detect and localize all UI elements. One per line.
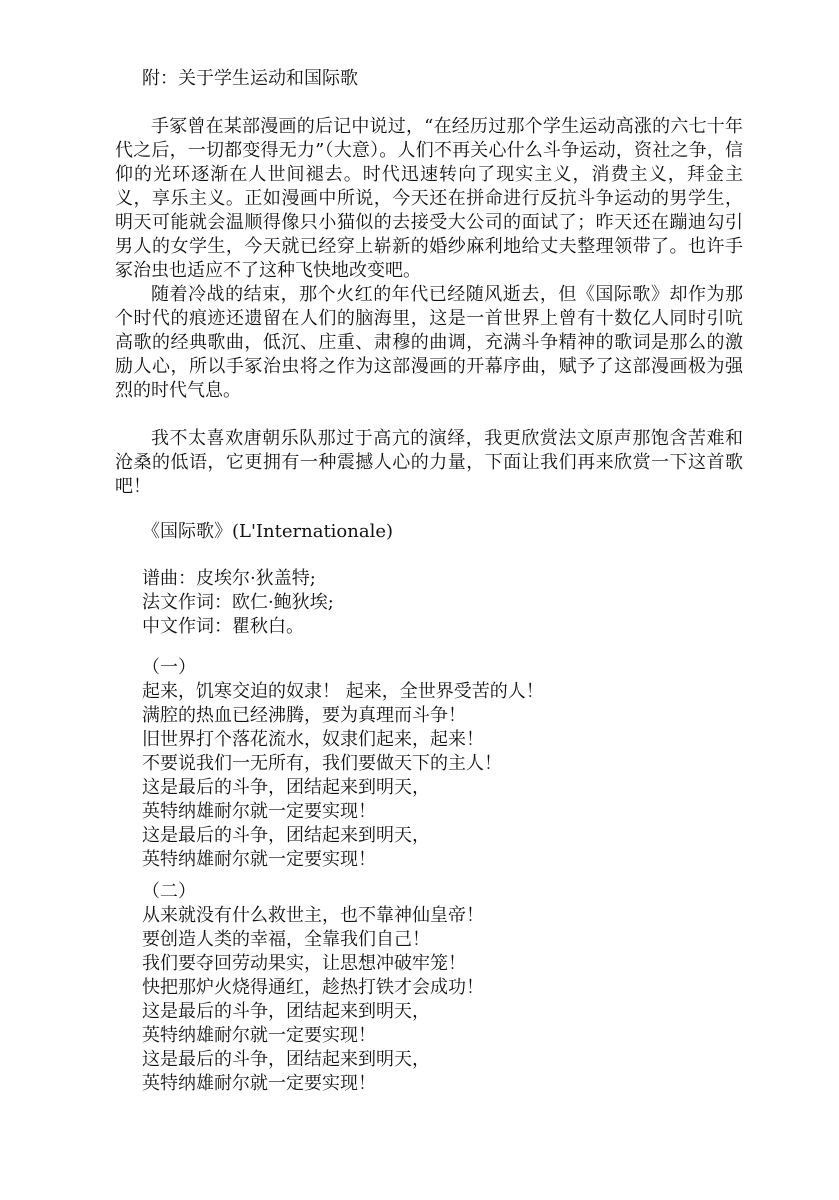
lyric-line: 这是最后的斗争，团结起来到明天， xyxy=(142,1049,430,1070)
lyric-line: 英特纳雄耐尔就一定要实现！ xyxy=(142,1025,376,1046)
verse-label: （二） xyxy=(142,881,196,902)
section-heading: 附：关于学生运动和国际歌 xyxy=(142,68,358,89)
lyric-line: 起来，饥寒交迫的奴隶！ 起来，全世界受苦的人！ xyxy=(142,681,544,702)
song-credits xyxy=(142,567,334,639)
lyric-line: 要创造人类的幸福，全靠我们自己！ xyxy=(142,929,430,950)
credit-chinese-lyricist: 中文作词：瞿秋白。 xyxy=(142,616,304,637)
paragraph-3: 我不太喜欢唐朝乐队那过于高亢的演绎，我更欣赏法文原声那饱含苦难和沧桑的低语，它更拥有一种震撼人心的力量，下面让我们再来欣赏一下这首歌吧！ xyxy=(115,428,743,497)
lyric-line: 英特纳雄耐尔就一定要实现！ xyxy=(142,801,376,822)
lyric-line: 这是最后的斗争，团结起来到明天， xyxy=(142,825,430,846)
verse-1 xyxy=(142,656,544,872)
lyric-line: 旧世界打个落花流水，奴隶们起来，起来！ xyxy=(142,729,484,750)
lyric-line: 这是最后的斗争，团结起来到明天， xyxy=(142,1001,430,1022)
song-title: 《国际歌》(L'Internationale) xyxy=(142,521,394,542)
verse-2 xyxy=(142,880,484,1096)
lyric-line: 满腔的热血已经沸腾，要为真理而斗争！ xyxy=(142,705,466,726)
paragraph-1: 手冢曾在某部漫画的后记中说过，“在经历过那个学生运动高涨的六七十年代之后，一切都变得无力”（大意）。人们不再关心什么斗争运动，资社之争，信仰的光环逐渐在人世间褪去。时代迅速转向了现实主义，消费主义，拜金主义，享乐主义。正如漫画中所说，今天还在拼命进行反抗斗争运动的男学生，明天可能就会温顺得像只小猫似的去接受大公司的面试了；昨天还在蹦迪勾引男人的女学生，今天就已经穿上崭新的婚纱麻利地给丈夫整理领带了。也许手冢治虫也适应不了这种飞快地改变吧。 xyxy=(115,116,743,281)
lyric-line: 英特纳雄耐尔就一定要实现！ xyxy=(142,849,376,870)
lyric-line: 快把那炉火烧得通红，趁热打铁才会成功！ xyxy=(142,977,484,998)
verse-label: （一） xyxy=(142,657,196,678)
lyric-line: 这是最后的斗争，团结起来到明天， xyxy=(142,777,430,798)
lyric-line: 不要说我们一无所有，我们要做天下的主人！ xyxy=(142,753,502,774)
credit-composer: 谱曲：皮埃尔·狄盖特; xyxy=(142,568,316,589)
lyric-line: 英特纳雄耐尔就一定要实现！ xyxy=(142,1073,376,1094)
lyric-line: 从来就没有什么救世主，也不靠神仙皇帝！ xyxy=(142,905,484,926)
paragraph-2: 随着冷战的结束，那个火红的年代已经随风逝去，但《国际歌》却作为那个时代的痕迹还遗留在人们的脑海里，这是一首世界上曾有十数亿人同时引吭高歌的经典歌曲，低沉、庄重、肃穆的曲调，充满斗争精神的歌词是那么的激励人心，所以手冢治虫将之作为这部漫画的开幕序曲，赋予了这部漫画极为强烈的时代气息。 xyxy=(115,284,743,401)
lyric-line: 我们要夺回劳动果实，让思想冲破牢笼！ xyxy=(142,953,466,974)
credit-french-lyricist: 法文作词：欧仁·鲍狄埃; xyxy=(142,592,334,613)
